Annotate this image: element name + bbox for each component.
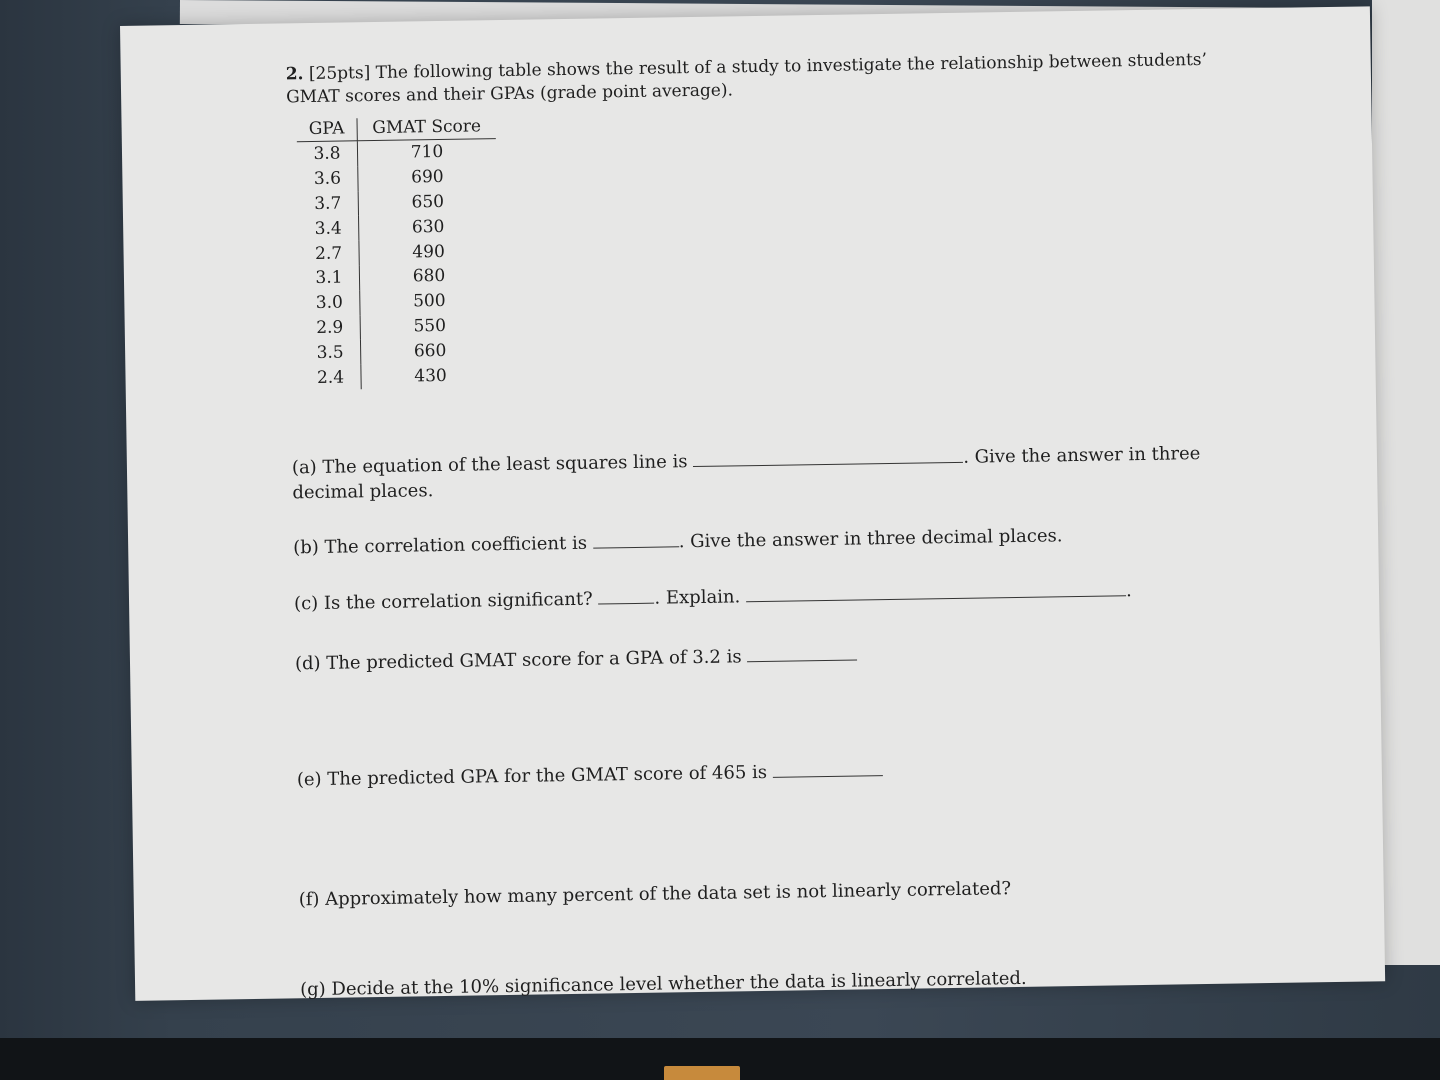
- document-page: [120, 6, 1385, 1001]
- question-c: [294, 578, 1132, 616]
- problem-text: [25pts] The following table shows the result of a study to investigate the relationship between students’ GMAT scores and their GPAs (grade point average).: [285, 49, 1208, 108]
- table-row: [299, 263, 498, 291]
- gmat-cell: 500: [412, 291, 446, 312]
- question-g-text: (g) Decide at the 10% significance level whether the data is linearly correlated.: [299, 967, 1027, 1001]
- question-g: [300, 966, 1027, 1002]
- gmat-cell: 690: [411, 167, 444, 188]
- problem-number: 2.: [285, 64, 304, 85]
- question-e-prefix: (e) The predicted GPA for the GMAT score of 465 is: [296, 761, 768, 791]
- question-c-suffix: .: [1125, 580, 1132, 602]
- gpa-cell: 2.9: [300, 315, 361, 341]
- gpa-cell: 3.4: [298, 216, 359, 242]
- gmat-cell: 550: [413, 315, 447, 337]
- gpa-cell: 3.8: [297, 141, 358, 167]
- question-d-prefix: (d) The predicted GMAT score for a GPA of 3.2 is: [294, 646, 742, 675]
- data-table: [296, 116, 499, 390]
- question-b: [293, 523, 1063, 560]
- document-content: [285, 48, 1241, 1001]
- gpa-cell: 3.5: [300, 340, 361, 366]
- table-row: [300, 313, 499, 341]
- question-a-prefix: (a) The equation of the least squares line is: [291, 451, 688, 479]
- header-gmat: GMAT Score: [357, 116, 496, 141]
- gmat-cell: 430: [414, 365, 447, 386]
- answer-blank-c[interactable]: [598, 589, 654, 605]
- gmat-cell: 680: [412, 266, 446, 287]
- question-c-middle: . Explain.: [654, 586, 741, 609]
- question-f: [299, 876, 1012, 912]
- gpa-cell: 3.0: [299, 290, 360, 316]
- answer-blank-d[interactable]: [747, 645, 857, 662]
- table-row: [300, 362, 499, 390]
- table-row: [300, 337, 499, 365]
- question-e: [297, 758, 883, 792]
- monitor-light: [664, 1066, 740, 1080]
- question-d: [295, 642, 858, 676]
- problem-statement: [286, 48, 1237, 109]
- question-b-prefix: (b) The correlation coefficient is: [293, 532, 588, 559]
- question-c-prefix: (c) Is the correlation significant?: [293, 588, 593, 615]
- gpa-cell: 3.1: [299, 265, 360, 291]
- gmat-cell: 490: [412, 241, 445, 263]
- question-b-suffix: . Give the answer in three decimal places.: [678, 525, 1063, 553]
- gpa-cell: 3.7: [298, 191, 359, 217]
- data-table-wrap: [296, 104, 1240, 390]
- table-row: [297, 164, 496, 192]
- gpa-cell: 2.4: [300, 364, 361, 390]
- gmat-cell: 650: [411, 191, 445, 213]
- gpa-cell: 3.6: [297, 166, 358, 192]
- gmat-cell: 660: [413, 340, 447, 362]
- table-row: [298, 213, 497, 241]
- answer-blank-a[interactable]: [693, 448, 963, 467]
- question-a: [292, 440, 1253, 505]
- answer-blank-b[interactable]: [593, 532, 679, 548]
- table-row: [298, 189, 497, 217]
- explain-blank-c[interactable]: [746, 581, 1126, 602]
- gmat-cell: 630: [411, 216, 445, 238]
- gpa-cell: 2.7: [298, 240, 359, 266]
- table-row: [299, 288, 498, 316]
- answer-blank-e[interactable]: [773, 761, 883, 778]
- question-a-suffix: . Give the answer in three decimal places.: [292, 443, 1201, 504]
- table-row: [298, 238, 497, 266]
- question-f-text: (f) Approximately how many percent of the data set is not linearly correlated?: [298, 878, 1012, 911]
- gmat-cell: 710: [410, 142, 444, 163]
- header-gpa: GPA: [296, 118, 357, 141]
- table-row: [297, 139, 496, 167]
